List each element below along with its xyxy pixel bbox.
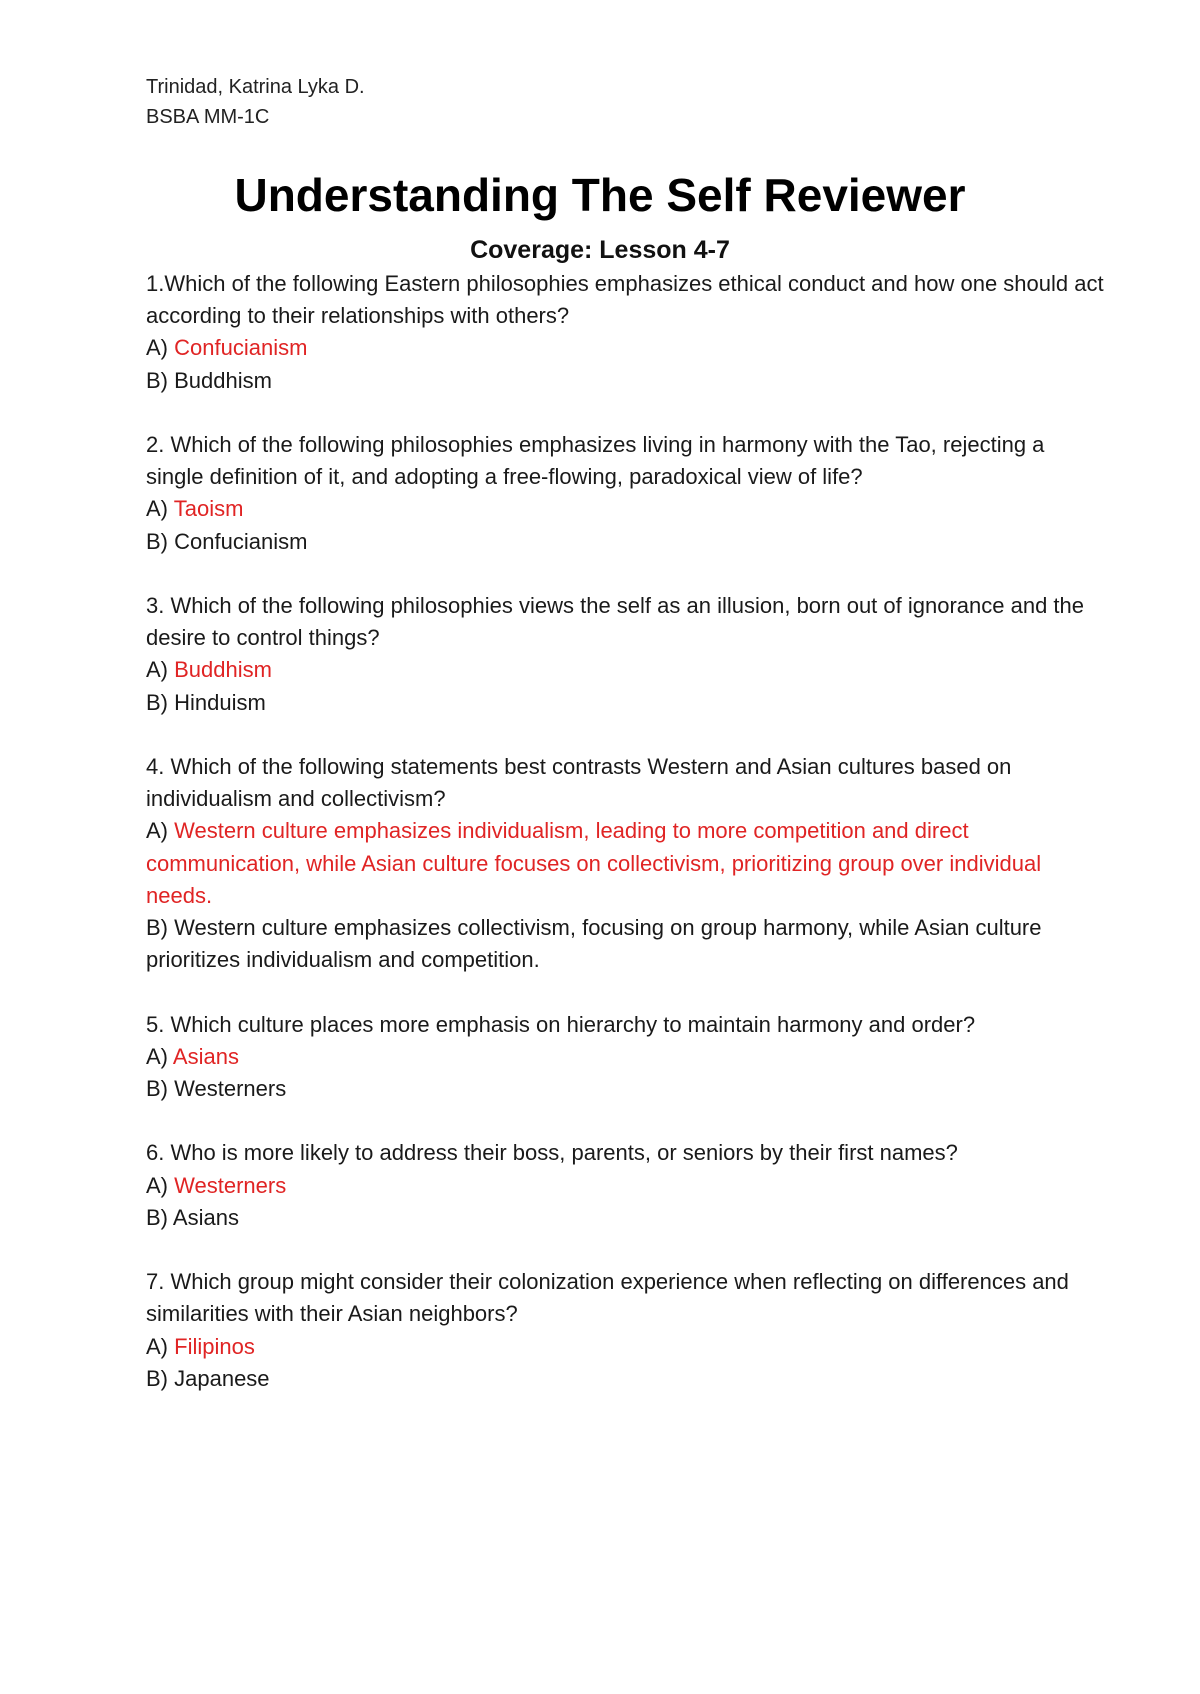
choice-b-prefix: B) <box>146 689 175 715</box>
question-5 <box>146 1009 1104 1106</box>
question-4 <box>146 751 1104 976</box>
choice-a-prefix: A) <box>146 818 175 844</box>
choice-b-prefix: B) <box>146 1365 175 1391</box>
question-3 <box>146 590 1104 719</box>
question-text: 2. Which of the following philosophies emphasizes living in harmony with the Tao, rejecting a single definition of it, and adopting a free-flowing, paradoxical view of life? <box>146 432 1045 490</box>
choice-b-prefix: B) <box>146 528 175 554</box>
choice-a <box>146 1170 1104 1202</box>
question-2 <box>146 429 1104 558</box>
question-7 <box>146 1266 1104 1395</box>
question-text: 1.Which of the following Eastern philosophies emphasizes ethical conduct and how one should act according to their relationships with others? <box>146 271 1104 329</box>
question-6 <box>146 1137 1104 1234</box>
choice-a <box>146 332 1104 364</box>
choice-b-prefix: B) <box>146 1076 175 1102</box>
choice-b <box>146 687 1104 719</box>
question-text: 7. Which group might consider their colonization experience when reflecting on differences and similarities with their Asian neighbors? <box>146 1269 1069 1327</box>
correct-answer: Westerners <box>174 1172 287 1198</box>
choice-b-text: Western culture emphasizes collectivism, focusing on group harmony, while Asian culture prioritizes individualism and competition. <box>146 915 1042 973</box>
choice-a-prefix: A) <box>146 657 175 683</box>
choice-b <box>146 1202 1104 1234</box>
choice-b <box>146 1363 1104 1395</box>
choice-b-text: Westerners <box>174 1076 287 1102</box>
question-text: 4. Which of the following statements best contrasts Western and Asian cultures based on individualism and collectivism? <box>146 754 1012 812</box>
choice-a-prefix: A) <box>146 1043 173 1069</box>
document-title: Understanding The Self Reviewer <box>234 169 966 221</box>
choice-b-text: Buddhism <box>174 367 272 393</box>
choice-b-text: Hinduism <box>174 689 266 715</box>
correct-answer: Taoism <box>173 496 244 522</box>
choice-a <box>146 654 1104 686</box>
correct-answer: Asians <box>172 1043 239 1069</box>
choice-a-prefix: A) <box>146 1333 175 1359</box>
choice-a-prefix: A) <box>146 1172 175 1198</box>
choice-b-prefix: B) <box>146 1204 173 1230</box>
correct-answer: Confucianism <box>174 335 308 361</box>
choice-b-text: Japanese <box>174 1365 270 1391</box>
choice-a <box>146 1331 1104 1363</box>
student-section: BSBA MM-1C <box>146 106 270 128</box>
choice-b-text: Asians <box>172 1204 239 1230</box>
correct-answer: Buddhism <box>174 657 272 683</box>
choice-a <box>146 493 1104 525</box>
choice-a <box>146 815 1104 912</box>
correct-answer: Western culture emphasizes individualism, leading to more competition and direct communication, while Asian culture focuses on collectivism, prioritizing group over individual needs. <box>146 818 1042 908</box>
coverage-subtitle: Coverage: Lesson 4-7 <box>470 236 730 264</box>
choice-b <box>146 526 1104 558</box>
question-1 <box>146 268 1104 397</box>
question-text: 3. Which of the following philosophies views the self as an illusion, born out of ignorance and the desire to control things? <box>146 593 1085 651</box>
choice-b-prefix: B) <box>146 915 175 941</box>
choice-a-prefix: A) <box>146 335 175 361</box>
student-name: Trinidad, Katrina Lyka D. <box>146 76 365 98</box>
correct-answer: Filipinos <box>174 1333 255 1359</box>
choice-b <box>146 365 1104 397</box>
choice-a-prefix: A) <box>146 496 174 522</box>
choice-b-text: Confucianism <box>174 528 308 554</box>
choice-b <box>146 912 1104 976</box>
question-text: 6. Who is more likely to address their boss, parents, or seniors by their first names? <box>146 1140 958 1166</box>
choice-b-prefix: B) <box>146 367 175 393</box>
choice-a <box>146 1041 1104 1073</box>
question-text: 5. Which culture places more emphasis on hierarchy to maintain harmony and order? <box>146 1011 976 1037</box>
choice-b <box>146 1073 1104 1105</box>
